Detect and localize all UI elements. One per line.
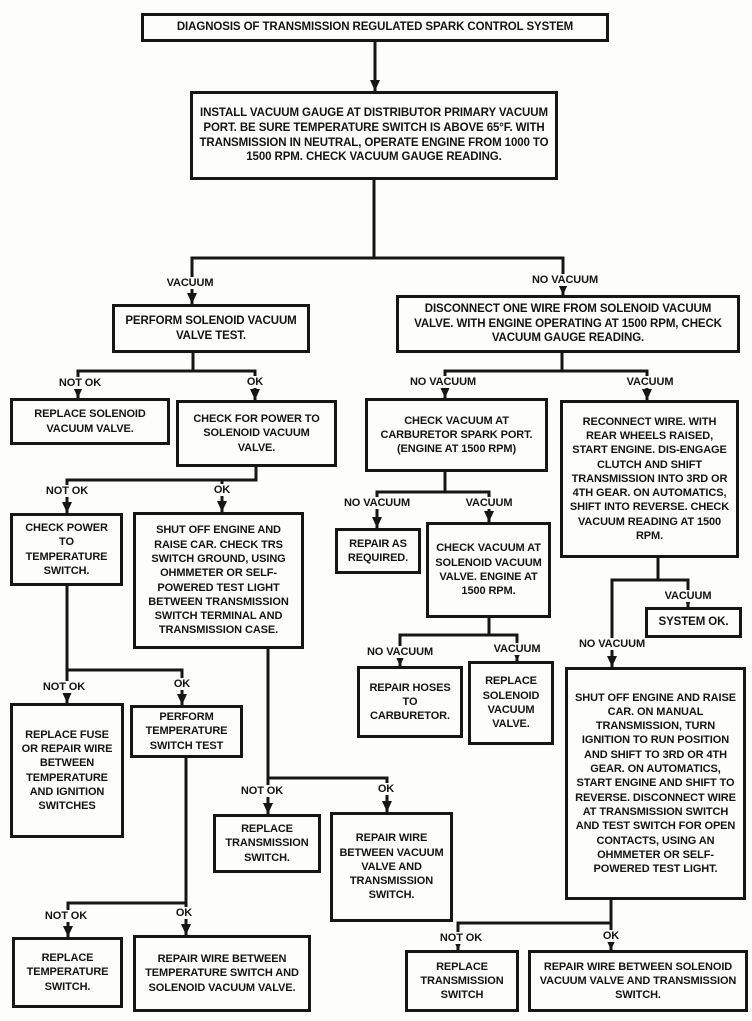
flow-node-shutoff-check-trs: SHUT OFF ENGINE AND RAISE CAR. CHECK TRS SWITCH GROUND, USING OHMMETER OR SELF-POWERED TEST LIGHT BETWEEN TRANSMISSION SWITCH TERMINAL AND TRANSMISSION CASE.	[133, 512, 304, 649]
edge-label-vacuum-5: VACUUM	[624, 376, 677, 388]
edge-label-ok-17: OK	[375, 783, 397, 795]
edge-label-no-vacuum-11: NO VACUUM	[576, 638, 648, 650]
flow-node-repair-wire-solenoid-trans: REPAIR WIRE BETWEEN SOLENOID VACUUM VALVE AND TRANSMISSION SWITCH.	[528, 950, 748, 1012]
flow-node-title: DIAGNOSIS OF TRANSMISSION REGULATED SPARK CONTROL SYSTEM	[141, 13, 609, 42]
flow-node-replace-solenoid-valve-1: REPLACE SOLENOID VACUUM VALVE.	[10, 398, 170, 445]
flow-node-system-ok: SYSTEM OK.	[645, 607, 742, 638]
flow-node-check-vacuum-solenoid: CHECK VACUUM AT SOLENOID VACUUM VALVE. ENGINE AT 1500 RPM.	[426, 522, 551, 618]
edge-label-ok-7: OK	[211, 484, 233, 496]
edge-label-not-ok-6: NOT OK	[43, 485, 91, 497]
edge-label-no-vacuum-14: NO VACUUM	[364, 646, 436, 658]
edge-label-not-ok-2: NOT OK	[56, 377, 104, 389]
arrowhead-icon	[62, 502, 72, 513]
edge-label-vacuum-0: VACUUM	[164, 277, 217, 289]
edge-label-ok-21: OK	[600, 930, 622, 942]
flow-node-check-power-solenoid: CHECK FOR POWER TO SOLENOID VACUUM VALVE.	[176, 400, 337, 467]
flow-node-repair-wire-temp-solenoid: REPAIR WIRE BETWEEN TEMPERATURE SWITCH AND SOLENOID VACUUM VALVE.	[133, 935, 311, 1012]
arrowhead-icon	[370, 80, 380, 91]
arrowhead-icon	[62, 692, 72, 703]
flow-node-repair-hoses: REPAIR HOSES TO CARBURETOR.	[357, 666, 463, 738]
flow-node-perform-solenoid-test: PERFORM SOLENOID VACUUM VALVE TEST.	[112, 304, 310, 353]
flow-node-reconnect-wire: RECONNECT WIRE. WITH REAR WHEELS RAISED, START ENGINE. DIS-ENGAGE CLUTCH AND SHIFT TRANSMISSION INTO 3RD OR 4TH GEAR. ON AUTOMATICS, SHIFT INTO REVERSE. CHECK VACUUM READING AT 1500 RPM.	[560, 400, 739, 558]
flow-node-check-vacuum-carburetor: CHECK VACUUM AT CARBURETOR SPARK PORT. (ENGINE AT 1500 RPM)	[365, 398, 548, 472]
flow-node-shutoff-test-switch: SHUT OFF ENGINE AND RAISE CAR. ON MANUAL TRANSMISSION, TURN IGNITION TO RUN POSITION AND SHIFT TO 3RD OR 4TH GEAR. ON AUTOMATICS, START ENGINE AND SHIFT TO REVERSE. DISCONNECT WIRE AT TRANSMISSION SWITCH AND TEST SWITCH FOR OPEN CONTACTS, USING AN OHMMETER OR SELF-POWERED TEST LIGHT.	[565, 667, 746, 900]
flow-node-install-gauge: INSTALL VACUUM GAUGE AT DISTRIBUTOR PRIMARY VACUUM PORT. BE SURE TEMPERATURE SWITCH IS ABOVE 65°F. WITH TRANSMISSION IN NEUTRAL, OPERATE ENGINE FROM 1000 TO 1500 RPM. CHECK VACUUM GAUGE READING.	[190, 91, 558, 180]
edge-label-ok-13: OK	[171, 678, 193, 690]
edge-label-vacuum-9: VACUUM	[463, 497, 516, 509]
arrowhead-icon	[187, 293, 197, 304]
arrowhead-icon	[263, 803, 273, 814]
arrowhead-icon	[181, 924, 191, 935]
flow-node-perform-temperature-test: PERFORM TEMPERATURE SWITCH TEST	[130, 705, 243, 758]
flow-node-replace-transmission-switch-1: REPLACE TRANSMISSION SWITCH.	[213, 814, 321, 873]
arrowhead-icon	[382, 801, 392, 812]
edge-label-no-vacuum-8: NO VACUUM	[341, 497, 413, 509]
arrowhead-icon	[177, 694, 187, 705]
flow-node-disconnect-wire: DISCONNECT ONE WIRE FROM SOLENOID VACUUM VALVE. WITH ENGINE OPERATING AT 1500 RPM, CHECK VACUUM GAUGE READING.	[396, 295, 740, 353]
edge-label-not-ok-18: NOT OK	[42, 910, 90, 922]
flow-node-replace-transmission-switch-2: REPLACE TRANSMISSION SWITCH	[405, 950, 519, 1012]
edge-label-not-ok-20: NOT OK	[437, 932, 485, 944]
edge-label-vacuum-10: VACUUM	[662, 590, 715, 602]
arrowhead-icon	[217, 501, 227, 512]
arrowhead-icon	[484, 511, 494, 522]
flow-node-replace-temperature-switch: REPLACE TEMPERATURE SWITCH.	[12, 937, 123, 1008]
flow-node-replace-solenoid-valve-2: REPLACE SOLENOID VACUUM VALVE.	[468, 661, 554, 745]
arrowhead-icon	[440, 387, 450, 398]
edge-label-not-ok-16: NOT OK	[238, 785, 286, 797]
edge-label-ok-3: OK	[244, 376, 266, 388]
edge-label-ok-19: OK	[173, 907, 195, 919]
edge-label-no-vacuum-4: NO VACUUM	[407, 376, 479, 388]
flow-node-repair-wire-valve-switch: REPAIR WIRE BETWEEN VACUUM VALVE AND TRANSMISSION SWITCH.	[330, 812, 453, 922]
edge-label-vacuum-15: VACUUM	[491, 643, 544, 655]
flow-node-check-power-temperature: CHECK POWER TO TEMPERATURE SWITCH.	[10, 513, 123, 586]
edge-label-no-vacuum-1: NO VACUUM	[529, 274, 601, 286]
arrowhead-icon	[642, 389, 652, 400]
edge-label-not-ok-12: NOT OK	[40, 681, 88, 693]
arrowhead-icon	[372, 517, 382, 528]
arrowhead-icon	[250, 389, 260, 400]
flow-node-replace-fuse: REPLACE FUSE OR REPAIR WIRE BETWEEN TEMPERATURE AND IGNITION SWITCHES	[10, 703, 124, 838]
arrowhead-icon	[607, 656, 617, 667]
arrowhead-icon	[63, 926, 73, 937]
flow-node-repair-as-required: REPAIR AS REQUIRED.	[335, 528, 421, 574]
